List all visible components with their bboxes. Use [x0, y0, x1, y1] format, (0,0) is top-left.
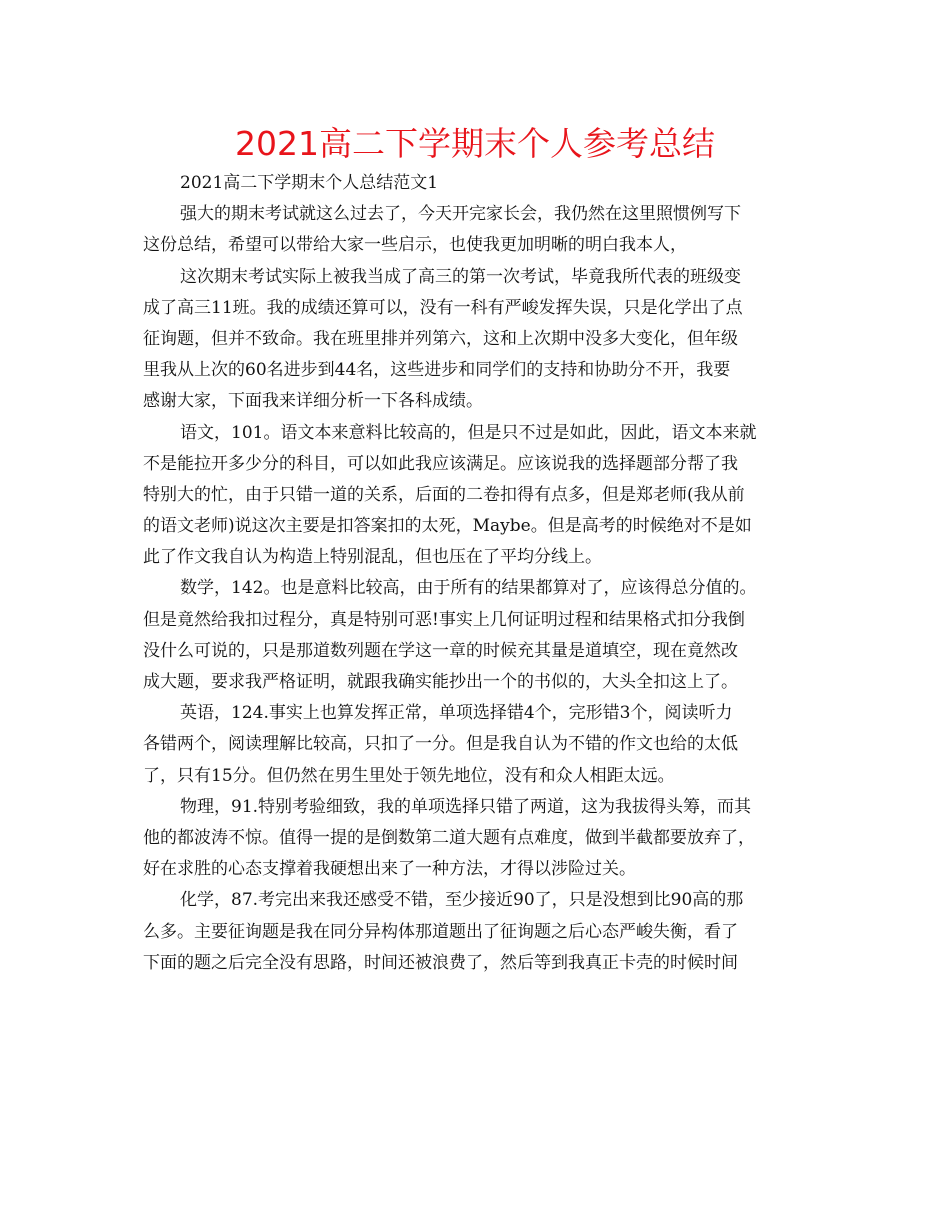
text-line: 但是竟然给我扣过程分，真是特别可恶!事实上几何证明过程和结果格式扣分我倒: [143, 609, 745, 630]
text-line: 么多。主要征询题是我在同分异构体那道题出了征询题之后心态严峻失衡，看了: [143, 921, 738, 942]
text-line: 成大题，要求我严格证明，就跟我确实能抄出一个的书似的，大头全扣这上了。: [143, 672, 738, 692]
text-line: 强大的期末考试就这么过去了，今天开完家长会，我仍然在这里照惯例写下: [180, 204, 741, 225]
text-line: 下面的题之后完全没有思路，时间还被浪费了，然后等到我真正卡壳的时候时间: [143, 952, 738, 973]
text-line: 没什么可说的，只是那道数列题在学这一章的时候充其量是道填空，现在竟然改: [143, 640, 738, 661]
document-body: [143, 168, 807, 979]
text-line: 这次期末考试实际上被我当成了高三的第一次考试，毕竟我所代表的班级变: [180, 266, 741, 287]
text-line: 这份总结，希望可以带给大家一些启示，也使我更加明晰的明白我本人，: [143, 235, 687, 256]
text-line: 2021高二下学期末个人总结范文1: [180, 173, 439, 193]
text-line: 语文，101。语文本来意料比较高的，但是只不过是如此，因此，语文本来就: [180, 422, 757, 443]
text-line: 里我从上次的60名进步到44名，这些进步和同学们的支持和协助分不开，我要: [143, 360, 731, 381]
document-title: 2021高二下学期末个人参考总结: [235, 124, 715, 163]
text-line: 他的都波涛不惊。值得一提的是倒数第二道大题有点难度，做到半截都要放弃了，: [143, 827, 755, 848]
text-line: 物理，91.特别考验细致，我的单项选择只错了两道，这为我拔得头筹，而其: [180, 796, 752, 817]
text-line: 英语，124.事实上也算发挥正常，单项选择错4个，完形错3个，阅读听力: [180, 703, 733, 724]
text-line: 感谢大家，下面我来详细分析一下各科成绩。: [143, 391, 483, 412]
text-line: 各错两个，阅读理解比较高，只扣了一分。但是我自认为不错的作文也给的太低: [143, 734, 738, 755]
text-line: 了，只有15分。但仍然在男生里处于领先地位，没有和众人相距太远。: [143, 765, 675, 786]
text-line: 征询题，但并不致命。我在班里排并列第六，这和上次期中没多大变化，但年级: [143, 328, 738, 349]
text-line: 的语文老师)说这次主要是扣答案扣的太死，Maybe。但是高考的时候绝对不是如: [143, 516, 752, 537]
text-line: 此了作文我自认为构造上特别混乱，但也压在了平均分线上。: [143, 547, 602, 568]
text-line: 成了高三11班。我的成绩还算可以，没有一科有严峻发挥失误，只是化学出了点: [143, 297, 743, 318]
text-line: 化学，87.考完出来我还感受不错，至少接近90了，只是没想到比90高的那: [180, 890, 744, 911]
text-line: 好在求胜的心态支撑着我硬想出来了一种方法，才得以涉险过关。: [143, 859, 636, 880]
text-line: 特别大的忙，由于只错一道的关系，后面的二卷扣得有点多，但是郑老师(我从前: [143, 484, 745, 505]
text-line: 数学，142。也是意料比较高，由于所有的结果都算对了，应该得总分值的。: [180, 578, 757, 599]
text-line: 不是能拉开多少分的科目，可以如此我应该满足。应该说我的选择题部分帮了我: [143, 453, 738, 474]
